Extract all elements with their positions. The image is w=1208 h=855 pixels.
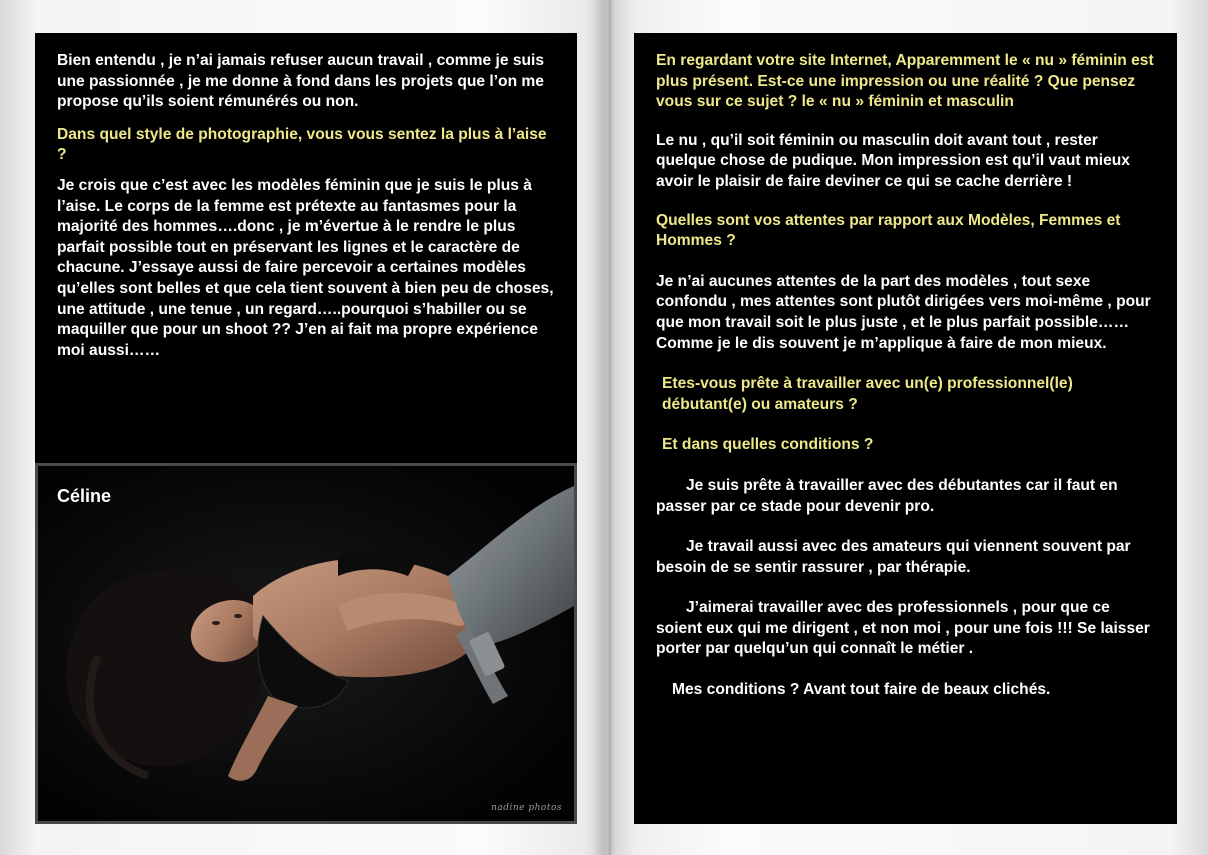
left-page-text-panel — [35, 33, 577, 463]
question-conditions: Et dans quelles conditions ? — [662, 436, 874, 454]
left-intro-paragraph: Bien entendu , je n’ai jamais refuser aucun travail , comme je suis une passionnée , je me donne à fond dans les projets que l’on me propose qu’ils soient rémunérés ou non. — [57, 52, 545, 111]
answer-amateurs: Je travail aussi avec des amateurs qui viennent souvent par besoin de se sentir rassurer , par thérapie. — [656, 538, 1131, 576]
answer-professionnels: J’aimerai travailler avec des professionnels , pour que ce soient eux qui me dirigent , et non moi , pour une fois !!! Se laisser porter par quelqu’un qui connaît le métier . — [656, 599, 1150, 658]
photo-caption: Céline — [57, 486, 112, 506]
photographer-watermark: nadine photos — [491, 803, 562, 813]
answer-conditions: Mes conditions ? Avant tout faire de beaux clichés. — [672, 681, 1051, 699]
answer-debutantes: Je suis prête à travailler avec des débutantes car il faut en passer par ce stade pour devenir pro. — [656, 476, 1118, 515]
left-question-style: Dans quel style de photographie, vous vous sentez la plus à l’aise ? — [57, 125, 547, 164]
question-attentes: Quelles sont vos attentes par rapport aux Modèles, Femmes et Hommes ? — [656, 211, 1121, 250]
book-gutter-shadow — [585, 0, 635, 855]
answer-nu: Le nu , qu’il soit féminin ou masculin doit avant tout , rester quelque chose de pudique. Mon impression est qu’il vaut mieux avoir le plaisir de faire deviner ce qui se cache derrière ! — [656, 131, 1130, 190]
model-photo-illustration — [38, 466, 574, 821]
answer-attentes: Je n’ai aucunes attentes de la part des modèles , tout sexe confondu , mes attentes sont plutôt dirigées vers moi-même , pour que mon travail soit le plus juste , et le plus parfait possible……Comme je le dis souvent je m’applique à faire de mon mieux. — [656, 272, 1151, 352]
left-answer-style: Je crois que c’est avec les modèles féminin que je suis le plus à l’aise. Le corps de la femme est prétexte au fantasmes pour la majorité des hommes….donc , je m’évertue à le rendre le plus parfait possible tout en préservant les lignes et le caractère de chacune. J’essaye aussi de faire percevoir a certaines modèles qu’elles sont belles et que cela tient souvent à bien peu de choses, une attitude , une tenue , un regard…..pourquoi s’habiller ou se maquiller que pour un shoot ?? J’en ai fait ma propre expérience moi aussi…… — [57, 176, 554, 359]
question-travailler: Etes-vous prête à travailler avec un(e) professionnel(le) débutant(e) ou amateurs ? — [662, 375, 1073, 413]
right-page-text-panel — [634, 33, 1177, 824]
question-nu: En regardant votre site Internet, Apparemment le « nu » féminin est plus présent. Est-ce une impression ou une réalité ? Que pensez vous sur ce sujet ? le « nu » féminin et masculin — [656, 52, 1154, 111]
model-photo — [35, 463, 577, 824]
